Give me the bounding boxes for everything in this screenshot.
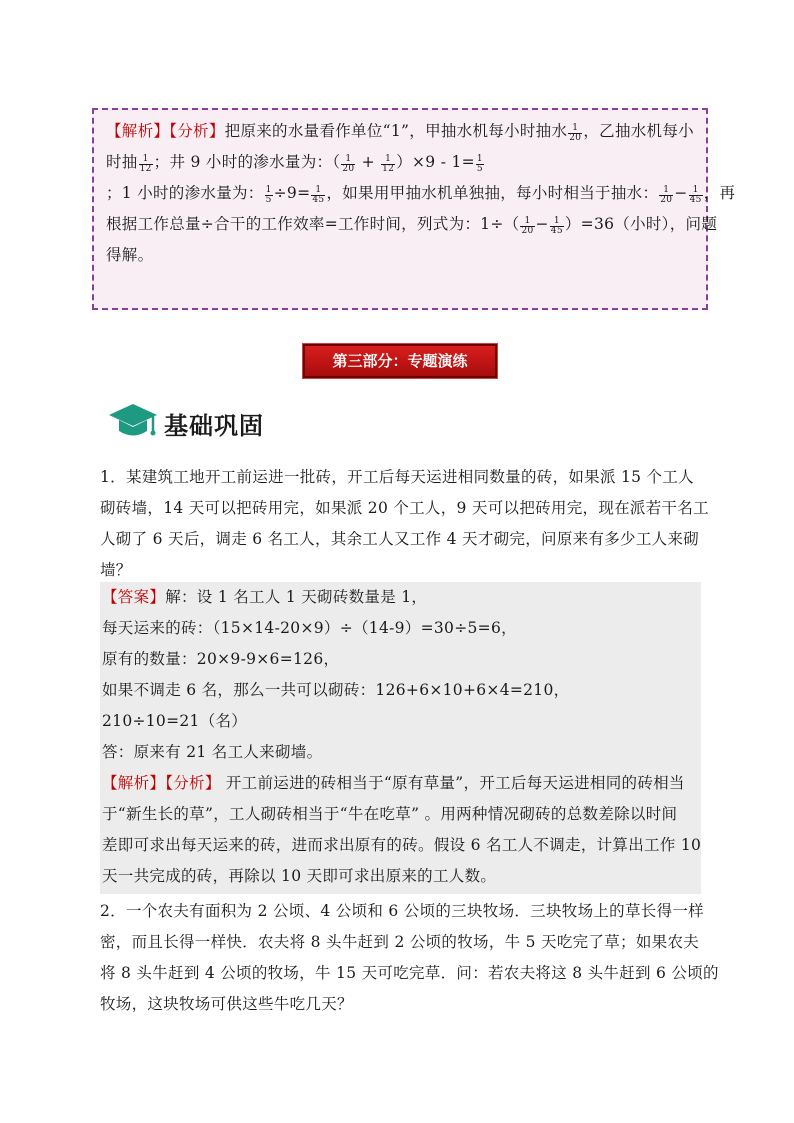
question-line: 墙？ <box>100 561 132 579</box>
analysis-line-1 <box>106 116 698 147</box>
answer-line: 答：原来有 21 名工人来砌墙。 <box>102 743 323 761</box>
question-line: 砌砖墙，14 天可以把砖用完，如果派 20 个工人，9 天可以把砖用完，现在派若干名工 <box>100 499 709 517</box>
analysis-line-4 <box>106 209 718 240</box>
bracket-label: 【答案】 <box>102 588 166 606</box>
analysis-text: 时抽 <box>106 153 138 171</box>
analysis-line-2 <box>106 147 698 178</box>
analysis-text: ，乙抽水机每小 <box>583 122 694 140</box>
answer-line: 如果不调走 6 名，那么一共可以砌砖：126+6×10+6×4=210， <box>102 681 570 699</box>
answer-line: 210÷10=21（名） <box>102 712 248 730</box>
analysis-text: 【解析】【分析】把原来的水量看作单位“1”，甲抽水机每小时抽水 <box>106 122 568 140</box>
answer-line: 每天运来的砖：（15×14-20×9）÷（14-9）=30÷5=6， <box>102 619 517 637</box>
analysis-text: ，如果用甲抽水机单独抽，每小时相当于抽水： <box>326 184 659 202</box>
section-title: 基础巩固 <box>164 412 264 440</box>
fraction: $\frac{1}{45}$ <box>550 216 563 236</box>
analysis-text: ÷9= <box>273 184 311 202</box>
fraction: $\frac{1}{20}$ <box>521 216 534 236</box>
answer-line: 【答案】解：设 1 名工人 1 天砌砖数量是 1， <box>102 588 428 606</box>
question-1 <box>100 462 709 586</box>
question-line: 1．某建筑工地开工前运进一批砖，开工后每天运进相同数量的砖，如果派 15 个工人 <box>100 468 694 486</box>
answer-line: 原有的数量：20×9-9×6=126， <box>102 650 340 668</box>
answer-box <box>100 582 701 894</box>
analysis-text: ，再 <box>703 184 736 202</box>
graduation-cap-icon <box>108 402 158 442</box>
fraction: $\frac{1}{20}$ <box>569 123 582 143</box>
question-line: 牧场，这块牧场可供这些牛吃几天？ <box>100 995 353 1013</box>
bracket-label: 【分析】 <box>165 774 221 792</box>
bracket-label: 【解析】 <box>106 122 170 140</box>
question-line: 2．一个农夫有面积为 2 公顷、4 公顷和 6 公顷的三块牧场．三块牧场上的草长得一样 <box>100 902 704 920</box>
answer-line: 于“新生长的草”，工人砌砖相当于“牛在吃草” 。用两种情况砌砖的总数差除以时间 <box>102 805 678 823</box>
fraction: $\frac{1}{20}$ <box>660 185 673 205</box>
analysis-text: − <box>674 184 688 202</box>
fraction: $\frac{1}{45}$ <box>312 185 325 205</box>
analysis-text: + <box>356 153 381 171</box>
answer-line: 【解析】【分析】 开工前运进的砖相当于“原有草量”，开工后每天运进相同的砖相当 <box>102 774 685 792</box>
answer-line: 天一共完成的砖，再除以 10 天即可求出原来的工人数。 <box>102 867 497 885</box>
fraction: $\frac{1}{5}$ <box>476 154 483 174</box>
bracket-label: 【解析】 <box>102 774 166 792</box>
section-banner: 第三部分：专题演练 <box>303 344 497 378</box>
answer-line: 差即可求出每天运来的砖，进而求出原有的砖。假设 6 名工人不调走，计算出工作 10 <box>102 836 702 854</box>
analysis-text: ）=36（小时），问题 <box>564 215 718 233</box>
analysis-text: 根据工作总量÷合干的工作效率=工作时间，列式为：1÷（ <box>106 215 520 233</box>
fraction: $\frac{1}{12}$ <box>382 154 395 174</box>
analysis-text: ；井 9 小时的渗水量为：（ <box>153 153 341 171</box>
fraction: $\frac{1}{5}$ <box>265 185 272 205</box>
analysis-line-5: 得解。 <box>106 246 154 264</box>
fraction: $\frac{1}{12}$ <box>139 154 152 174</box>
analysis-text: ；1 小时的渗水量为： <box>106 184 264 202</box>
analysis-line-3 <box>106 178 736 209</box>
analysis-box <box>92 108 736 310</box>
analysis-text: − <box>535 215 549 233</box>
question-2 <box>100 896 719 1020</box>
analysis-text: ）×9 - 1= <box>396 153 475 171</box>
fraction: $\frac{1}{20}$ <box>342 154 355 174</box>
fraction: $\frac{1}{45}$ <box>689 185 702 205</box>
question-line: 人砌了 6 天后，调走 6 名工人，其余工人又工作 4 天才砌完，问原来有多少工人来砌 <box>100 530 700 548</box>
bracket-label: 【分析】 <box>169 122 225 140</box>
question-line: 将 8 头牛赶到 4 公顷的牧场，牛 15 天可吃完草．问：若农夫将这 8 头牛赶到 6 公顷的 <box>100 964 719 982</box>
question-line: 密，而且长得一样快．农夫将 8 头牛赶到 2 公顷的牧场，牛 5 天吃完了草；如果农夫 <box>100 933 700 951</box>
